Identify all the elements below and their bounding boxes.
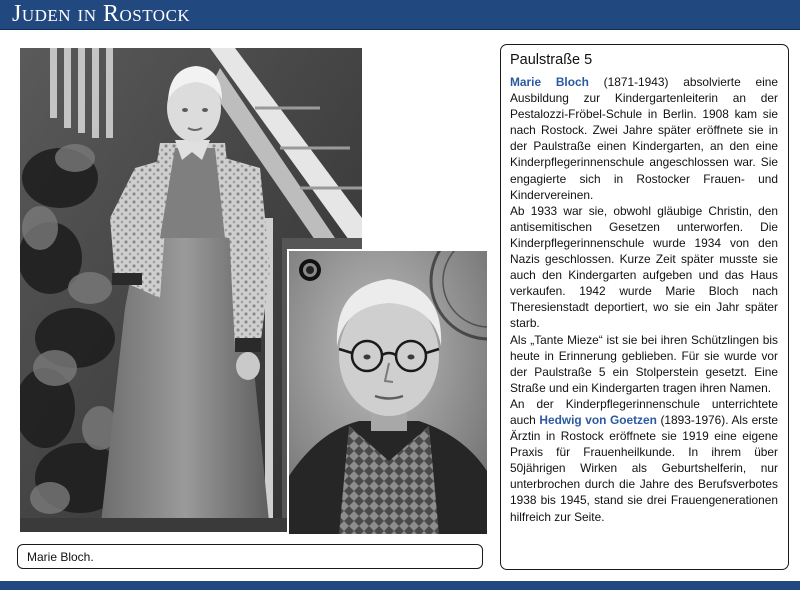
portrait-photo [287,249,487,534]
header-bar [0,0,800,30]
paragraph-3: Als „Tante Mieze“ ist sie bei ihren Schützlingen bis heute in Erinnerung geblieben. Für sie wurde vor der Paulstraße 5 ein Stolperstein gesetzt. Eine Straße und ein Kindergarten tragen ihren Namen. [510,332,778,395]
article-title: Paulstraße 5 [510,52,593,68]
hedwig-von-goetzen-link[interactable]: Hedwig von Goetzen [539,412,657,427]
photo-caption: Marie Bloch. [27,550,94,564]
marie-bloch-link[interactable]: Marie Bloch [510,75,589,89]
site-title[interactable]: Juden in Rostock [12,1,191,27]
paragraph-4 [510,396,778,525]
article-panel [500,44,789,570]
paragraph-1 [510,74,778,203]
paragraph-2: Ab 1933 war sie, obwohl gläubige Christin, den antisemitischen Gesetzen unterworfen. Die Kinderpflegerinnenschule wurde 1934 von den Nazis geschlossen. Kurze Zeit später musste sie auch den Kindergarten aufgeben und das Haus verkaufen. 1942 wurde Marie Bloch nach Theresienstadt deportiert, wo sie ein Jahr später starb. [510,203,778,331]
paragraph-4-before: An der Kinderpflegerinnenschule unterrichtete auch [510,396,778,427]
paragraph-1-text: (1871-1943) absolvierte eine Ausbildung zur Kindergartenleiterin an der Pestalozzi-Fröbel-Schule in Berlin. 1908 kam sie nach Rostock. Zwei Jahre später eröffnete sie in der Paulstraße einen Kindergarten, an den eine Kinderpflegerinnenschule angeschlossen war. Sie engagierte sich in Rostocker Frauen- und Kindervereinen. [510,75,778,202]
article-body [510,74,778,525]
paragraph-4-after: (1893-1976). Als erste Ärztin in Rostock eröffnete sie 1919 eine eigene Praxis für Frauenheilkunde. In ihrem über 50jährigen Wirken als Geburtshelferin, nur unterbrochen durch die Jahre des Berufsverbotes 1938 bis 1945, stand sie drei Frauengenerationen hilfreich zur Seite. [510,412,779,524]
footer-bar [0,581,800,590]
caption-box [17,544,483,569]
